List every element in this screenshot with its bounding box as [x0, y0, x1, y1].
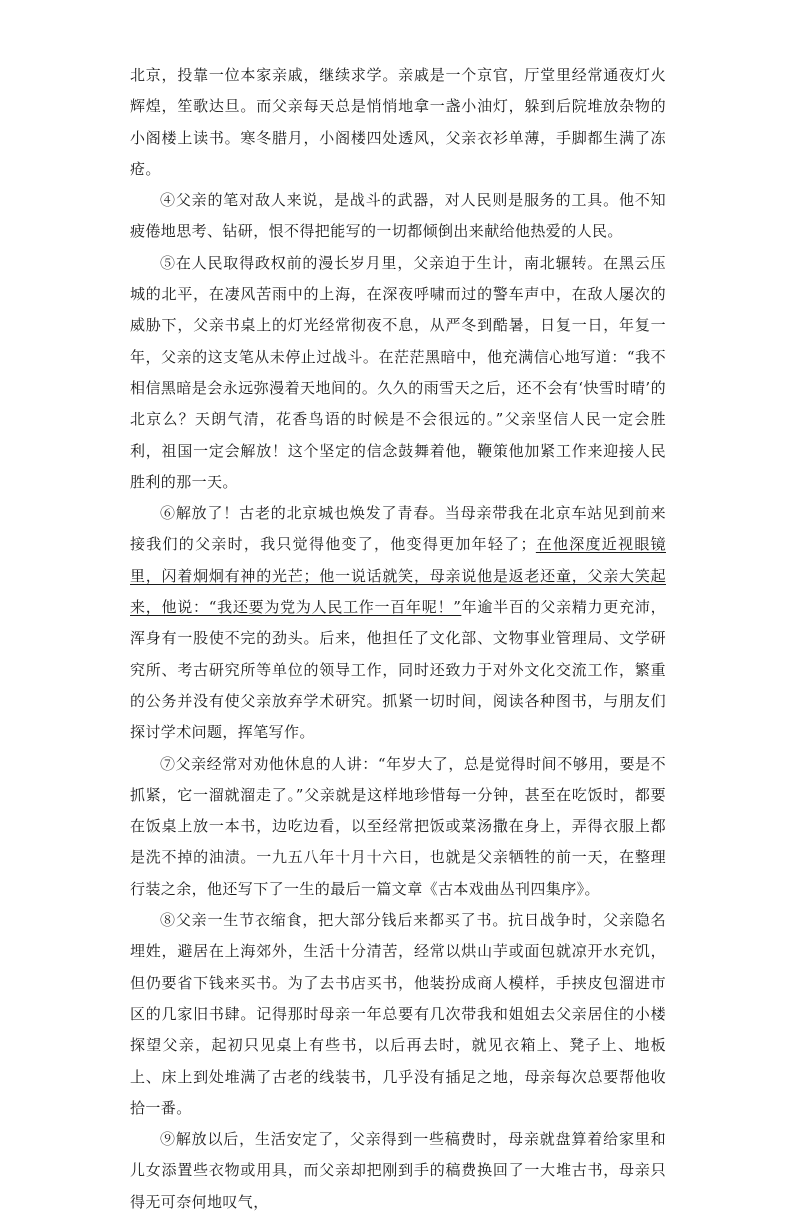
paragraph-7: ⑦父亲经常对劝他休息的人讲：“年岁大了，总是觉得时间不够用，要是不抓紧，它一溜就溜走了。”父亲就是这样地珍惜每一分钟，甚至在吃饭时，都要在饭桌上放一本书，边吃边看，以至经常把饭或菜汤撒在身上，弄得衣服上都是洗不掉的油渍。一九五八年十月十六日，也就是父亲牺牲的前一天，在整理行装之余，他还写下了一生的最后一篇文章《古本戏曲丛刊四集序》。 [130, 754, 666, 898]
paragraph-6 [130, 498, 666, 748]
paragraph-3-continued: 北京，投靠一位本家亲戚，继续求学。亲戚是一个京官，厅堂里经常通夜灯火辉煌，笙歌达旦。而父亲每天总是悄悄地拿一盏小油灯，躲到后院堆放杂物的小阁楼上读书。寒冬腊月，小阁楼四处透风，父亲衣衫单薄，手脚都生满了冻疮。 [130, 66, 666, 178]
paragraph-9: ⑨解放以后，生活安定了，父亲得到一些稿费时，母亲就盘算着给家里和儿女添置些衣物或用具，而父亲却把刚到手的稿费换回了一大堆古书，母亲只得无可奈何地叹气， [130, 1130, 666, 1211]
paragraph-4: ④父亲的笔对敌人来说，是战斗的武器，对人民则是服务的工具。他不知疲倦地思考、钻研，恨不得把能写的一切都倾倒出来献给他热爱的人民。 [130, 191, 666, 241]
underlined-sentence: 在他深度近视眼镜里，闪着炯炯有神的光芒；他一说话就笑，母亲说他是返老还童，父亲大笑起来，他说：“我还要为党为人民工作一百年呢！” [130, 535, 666, 617]
paragraph-8: ⑧父亲一生节衣缩食，把大部分钱后来都买了书。抗日战争时，父亲隐名埋姓，避居在上海郊外，生活十分清苦，经常以烘山芋或面包就凉开水充饥，但仍要省下钱来买书。为了去书店买书，他装扮成商人模样，手挟皮包溜进市区的几家旧书肆。记得那时母亲一年总要有几次带我和姐姐去父亲居住的小楼探望父亲，起初只见桌上有些书，以后再去时，就见衣箱上、凳子上、地板上、床上到处堆满了古老的线装书，几乎没有插足之地，母亲每次总要帮他收拾一番。 [130, 911, 666, 1117]
paragraph-6-tail: 年逾半百的父亲精力更充沛，浑身有一股使不完的劲头。后来，他担任了文化部、文物事业管理局、文学研究所、考古研究所等单位的领导工作，同时还致力于对外文化交流工作，繁重的公务并没有使父亲放弃学术研究。抓紧一切时间，阅读各种图书，与朋友们探讨学术问题，挥笔写作。 [130, 598, 667, 742]
document-page [130, 60, 666, 1218]
paragraph-6-lead: ⑥解放了！古老的北京城也焕发了青春。当母亲带我在北京车站见到前来接我们的父亲时，我只觉得他变了，他变得更加年轻了； [130, 504, 666, 554]
paragraph-5: ⑤在人民取得政权前的漫长岁月里，父亲迫于生计，南北辗转。在黑云压城的北平，在凄风苦雨中的上海，在深夜呼啸而过的警车声中，在敌人屡次的威胁下，父亲书桌上的灯光经常彻夜不息，从严冬到酷暑，日复一日，年复一年，父亲的这支笔从未停止过战斗。在茫茫黑暗中，他充满信心地写道：“我不相信黑暗是会永远弥漫着天地间的。久久的雨雪天之后，还不会有‘快雪时晴’的北京么？天朗气清，花香鸟语的时候是不会很远的。”父亲坚信人民一定会胜利，祖国一定会解放！这个坚定的信念鼓舞着他，鞭策他加紧工作来迎接人民胜利的那一天。 [130, 253, 666, 491]
